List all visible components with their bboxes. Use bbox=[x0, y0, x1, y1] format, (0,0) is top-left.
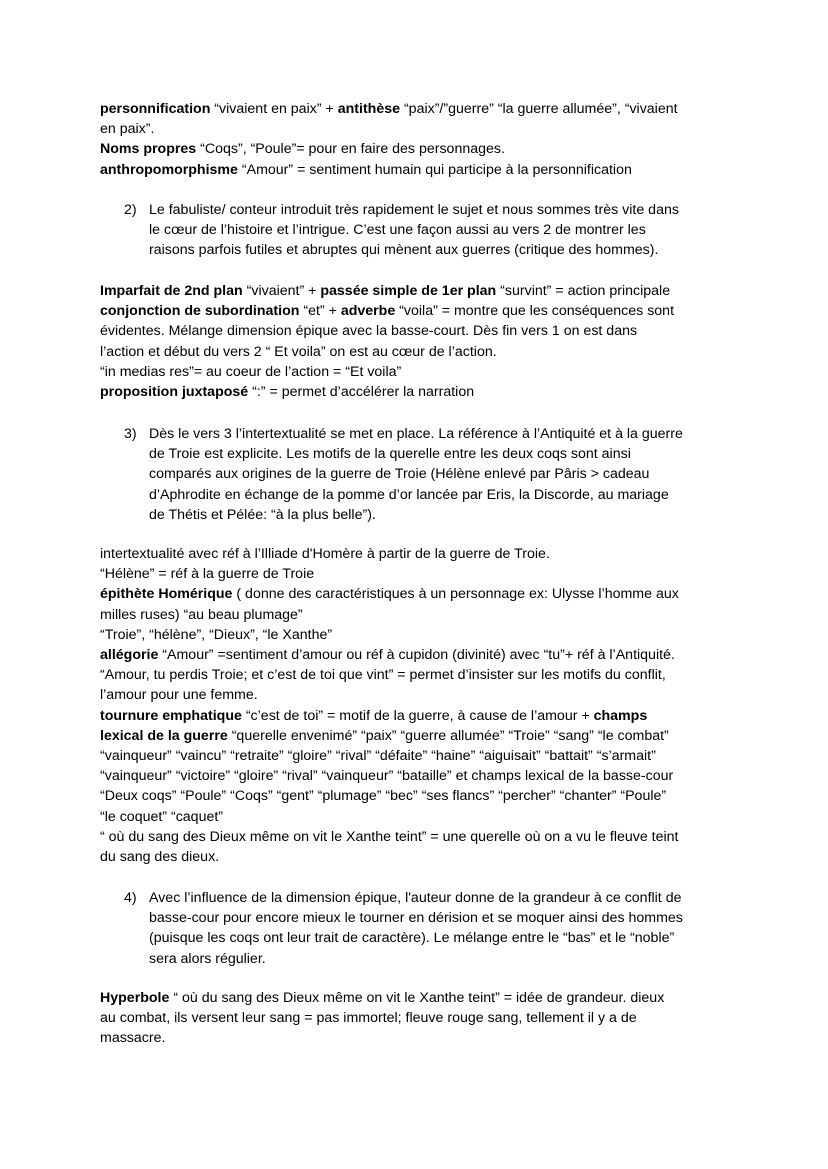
text-line: d’Aphrodite en échange de la pomme d’or lancée par Eris, la Discorde, au mariage bbox=[149, 486, 669, 503]
term: champs bbox=[593, 707, 648, 724]
text-line: allégorie “Amour” =sentiment d’amour ou réf à cupidon (divinité) avec “tu”+ réf à l’Antiquité. bbox=[100, 647, 675, 664]
text-line: Hyperbole “ où du sang des Dieux même on vit le Xanthe teint” = idée de grandeur. dieux bbox=[100, 990, 665, 1006]
text-line: comparés aux origines de la guerre de Troie (Hélène enlevé par Pâris > cadeau bbox=[149, 466, 650, 483]
term: épithète Homérique bbox=[100, 586, 233, 603]
item-number: 3) bbox=[124, 426, 137, 442]
text-line: épithète Homérique ( donne des caractéristiques à un personnage ex: Ulysse l’homme aux bbox=[100, 586, 679, 603]
text-line: intertextualité avec réf à l’Illiade d'Homère à partir de la guerre de Troie. bbox=[100, 546, 550, 562]
text-line: basse-cour pour encore mieux le tourner en dérision et se moquer ainsi des hommes bbox=[149, 910, 683, 927]
text-line: “vainqueur” “victoire” “gloire” “rival” “vainqueur” “bataille” et champs lexical de la basse-cour bbox=[100, 768, 674, 785]
term: lexical de la guerre bbox=[100, 727, 228, 744]
term: antithèse bbox=[337, 101, 401, 117]
text-line: “Amour, tu perdis Troie; et c’est de toi que vint” = permet d’insister sur les motifs du conflit, bbox=[100, 667, 666, 684]
text-line: Dès le vers 3 l’intertextualité se met en place. La référence à l’Antiquité et à la guerre bbox=[149, 426, 683, 442]
paragraph-figures-of-speech bbox=[100, 99, 730, 180]
text-line: évidentes. Mélange dimension épique avec la basse-court. Dès fin vers 1 on est dans bbox=[100, 323, 638, 340]
text-line: “in medias res”= au coeur de l’action = “Et voila” bbox=[100, 363, 402, 380]
term: Imparfait de 2nd plan bbox=[100, 283, 243, 299]
item-text bbox=[149, 424, 734, 525]
text-line: tournure emphatique “c’est de toi” = motif de la guerre, à cause de l’amour + champs bbox=[100, 707, 648, 724]
text-line: l’action et début du vers 2 “ Et voila” on est au cœur de l’action. bbox=[100, 343, 497, 360]
term: personnification bbox=[100, 101, 211, 117]
text-line: “ où du sang des Dieux même on vit le Xanthe teint” = une querelle où on a vu le fleuve teint bbox=[100, 828, 679, 845]
text-line: proposition juxtaposé “:” = permet d’accélérer la narration bbox=[100, 384, 475, 401]
text-line: l’amour pour une femme. bbox=[100, 687, 258, 704]
term: conjonction de subordination bbox=[100, 303, 300, 320]
text-line: raisons parfois futiles et abruptes qui mènent aux guerres (critique des hommes). bbox=[149, 242, 659, 259]
text-line: Imparfait de 2nd plan “vivaient” + passée simple de 1er plan “survint” = action principale bbox=[100, 283, 671, 299]
term: Hyperbole bbox=[100, 990, 170, 1006]
term: adverbe bbox=[340, 303, 396, 320]
text-line: le cœur de l’histoire et l’intrigue. C’est une façon aussi au vers 2 de montrer les bbox=[149, 222, 646, 239]
text-line: “Hélène” = réf à la guerre de Troie bbox=[100, 566, 315, 583]
text-line: au combat, ils versent leur sang = pas immortel; fleuve rouge sang, tellement il y a de bbox=[100, 1010, 637, 1027]
item-number: 2) bbox=[124, 202, 137, 218]
text-line: (puisque les coqs ont leur trait de caractère). Le mélange entre le “bas” et le “noble” bbox=[149, 930, 675, 947]
text-line: personnification “vivaient en paix” + antithèse “paix”/”guerre” “la guerre allumée”, “vivaient bbox=[100, 101, 678, 117]
text-line: milles ruses) “au beau plumage” bbox=[100, 606, 303, 623]
text-line: conjonction de subordination “et” + adverbe “voila” = montre que les conséquences sont bbox=[100, 303, 675, 320]
text-line: “vainqueur” “vaincu” “retraite” “gloire” “rival” “défaite” “haine” “aiguisait” “battait” “s’armait” bbox=[100, 748, 656, 765]
text-line: en paix”. bbox=[100, 121, 155, 138]
paragraph-intertextuality bbox=[100, 544, 730, 867]
paragraph-hyperbole bbox=[100, 988, 730, 1049]
text-line: Noms propres “Coqs”, “Poule”= pour en faire des personnages. bbox=[100, 141, 505, 158]
term: passée simple de 1er plan bbox=[320, 283, 497, 299]
text-line: “Deux coqs” “Poule” “Coqs” “gent” “plumage” “bec” “ses flancs” “percher” “chanter” “Poule” bbox=[100, 788, 667, 805]
item-text bbox=[149, 200, 734, 261]
text-line: “Troie”, “hélène”, “Dieux”, “le Xanthe” bbox=[100, 626, 333, 643]
text-line: Le fabuliste/ conteur introduit très rapidement le sujet et nous sommes très vite dans bbox=[149, 202, 679, 218]
term: allégorie bbox=[100, 647, 159, 664]
text-line: lexical de la guerre “querelle envenimé” “paix” “guerre allumée” “Troie” “sang” “le combat” bbox=[100, 727, 669, 744]
term: proposition juxtaposé bbox=[100, 384, 249, 401]
term: anthropomorphisme bbox=[100, 161, 238, 178]
term: tournure emphatique bbox=[100, 707, 242, 724]
item-number: 4) bbox=[124, 890, 137, 906]
text-line: de Troie est explicite. Les motifs de la querelle entre les deux coqs sont ainsi bbox=[149, 446, 631, 463]
text-line: massacre. bbox=[100, 1030, 166, 1047]
text-line: “le coquet” “caquet” bbox=[100, 808, 224, 825]
text-line: sera alors régulier. bbox=[149, 950, 266, 967]
text-line: du sang des dieux. bbox=[100, 849, 220, 866]
text-line: de Thétis et Pélée: “à la plus belle”). bbox=[149, 506, 376, 523]
text-line: anthropomorphisme “Amour” = sentiment humain qui participe à la personnification bbox=[100, 161, 632, 178]
text-line: Avec l’influence de la dimension épique, l'auteur donne de la grandeur à ce conflit de bbox=[149, 890, 682, 906]
item-text bbox=[149, 888, 734, 969]
term: Noms propres bbox=[100, 141, 197, 158]
paragraph-tenses bbox=[100, 281, 730, 402]
